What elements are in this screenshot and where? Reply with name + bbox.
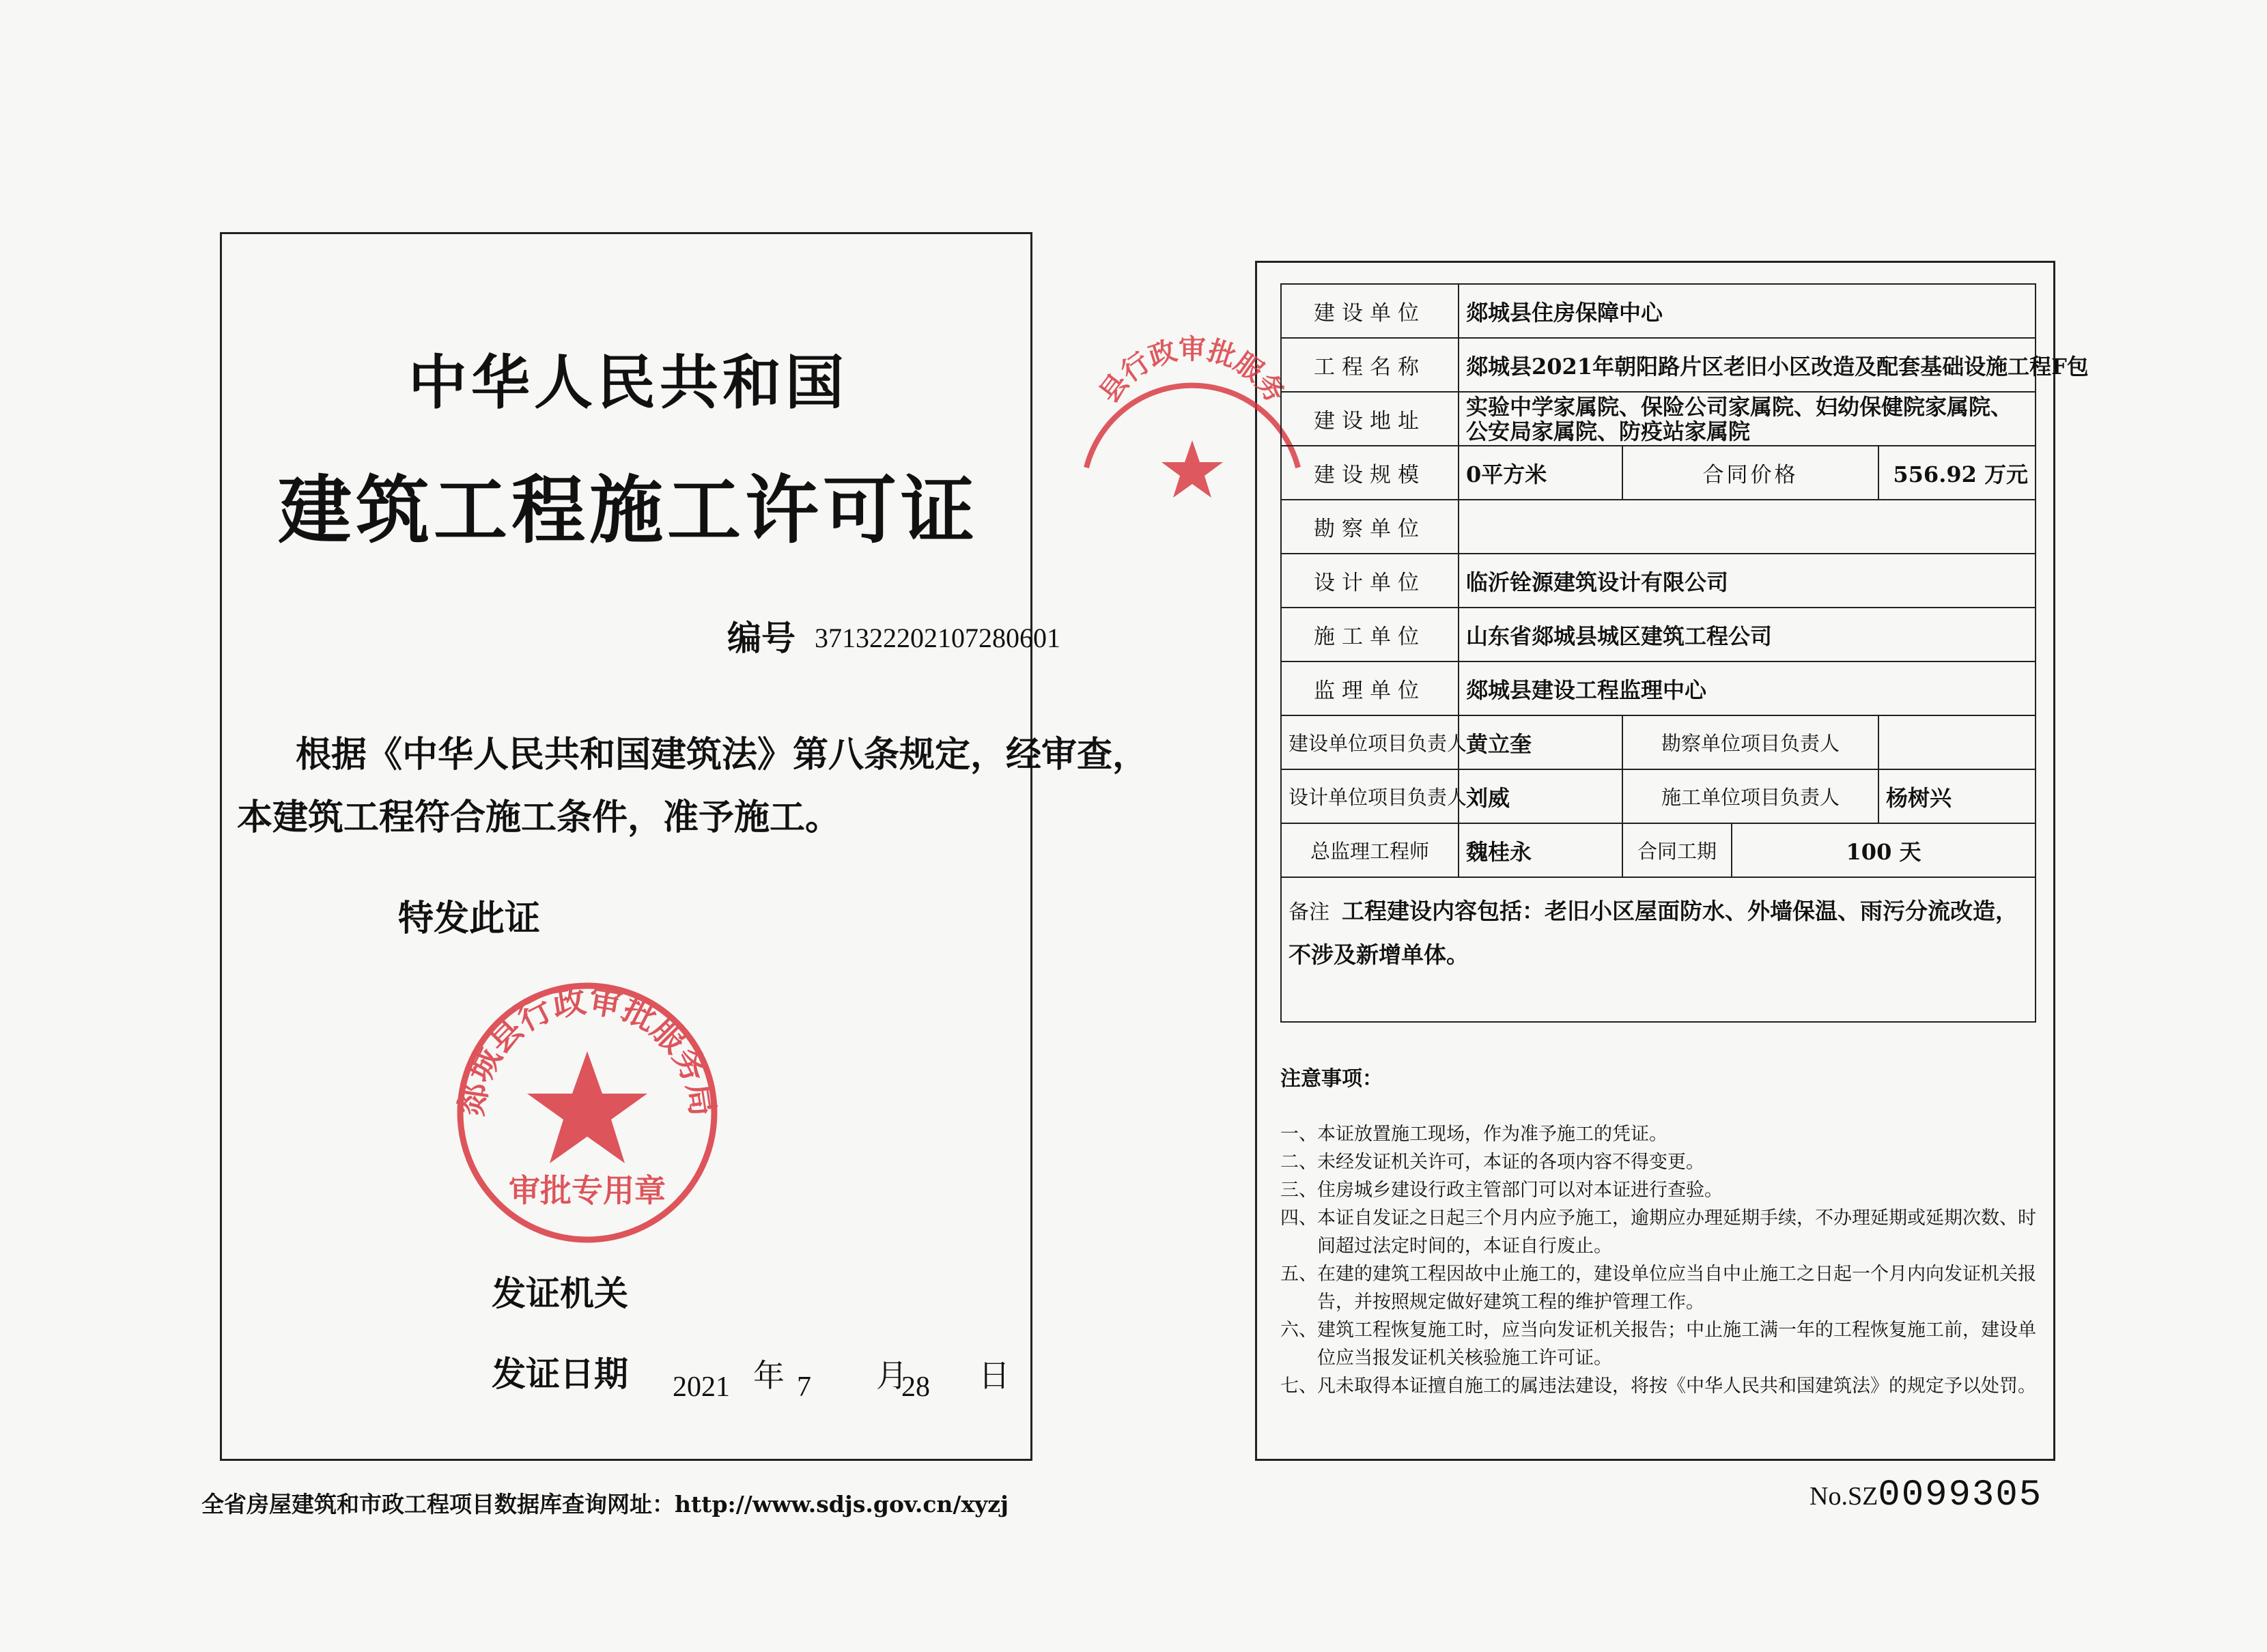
field-label: 合同价格 <box>1622 446 1878 500</box>
field-label: 工程名称 <box>1281 338 1459 392</box>
issue-month: 7 <box>797 1371 811 1403</box>
table-row <box>1281 823 2036 877</box>
list-item: 五、在建的建筑工程因故中止施工的，建设单位应当自中止施工之日起一个月内向发证机关报告，并按照规定做好建筑工程的维护管理工作。 <box>1280 1264 2036 1313</box>
table-row <box>1281 715 2036 769</box>
field-label: 建设规模 <box>1281 446 1459 500</box>
field-label: 施工单位项目负责人 <box>1622 769 1878 823</box>
design-unit-value: 临沂铨源建筑设计有限公司 <box>1459 554 2036 608</box>
field-label: 勘察单位项目负责人 <box>1622 715 1878 769</box>
notes-title: 注意事项： <box>1280 1067 1383 1091</box>
field-label: 勘察单位 <box>1281 500 1459 554</box>
table-row <box>1281 769 2036 823</box>
contract-period-value: 100 天 <box>1732 823 2036 877</box>
construction-address-value: 实验中学家属院、保险公司家属院、妇幼保健院家属院、公安局家属院、防疫站家属院 <box>1459 392 2036 446</box>
list-item: 四、本证自发证之日起三个月内应予施工，逾期应办理延期手续，不办理延期或延期次数、时间超过法定时间的，本证自行废止。 <box>1280 1208 2036 1257</box>
month-label: 月 <box>876 1357 907 1394</box>
project-info-table <box>1280 283 2089 1023</box>
field-label: 建设单位项目负责人 <box>1281 715 1459 769</box>
project-name-value: 郯城县2021年朝阳路片区老旧小区改造及配套基础设施工程F包 <box>1459 338 2036 392</box>
list-item: 六、建筑工程恢复施工时，应当向发证机关报告；中止施工满一年的工程恢复施工前，建设单位应当报发证机关核验施工许可证。 <box>1280 1320 2036 1369</box>
table-row <box>1281 608 2036 661</box>
official-seal-icon <box>444 969 731 1256</box>
survey-pm-value <box>1878 715 2036 769</box>
field-label: 设计单位 <box>1281 554 1459 608</box>
chief-supervisor-value: 魏桂永 <box>1459 823 1622 877</box>
permit-number: 371322202107280601 <box>815 623 1060 653</box>
field-label: 总监理工程师 <box>1281 823 1459 877</box>
list-item: 二、未经发证机关许可，本证的各项内容不得变更。 <box>1280 1152 1704 1173</box>
contract-price-value: 556.92 万元 <box>1878 446 2036 500</box>
field-label: 建设地址 <box>1281 392 1459 446</box>
legal-basis-line-1: 根据《中华人民共和国建筑法》第八条规定，经审查， <box>296 734 1149 775</box>
remarks-cell <box>1281 877 2036 1022</box>
issue-date-label: 发证日期 <box>492 1354 628 1394</box>
owner-pm-value: 黄立奎 <box>1459 715 1622 769</box>
query-url-footer: 全省房屋建筑和市政工程项目数据库查询网址：http://www.sdjs.gov.cn/xyzj <box>201 1491 1009 1518</box>
supervisor-unit-value: 郯城县建设工程监理中心 <box>1459 661 2036 715</box>
field-label: 施工单位 <box>1281 608 1459 661</box>
permit-cover-page <box>220 232 1149 1461</box>
builder-value: 山东省郯城县城区建筑工程公司 <box>1459 608 2036 661</box>
table-row <box>1281 338 2036 392</box>
construction-unit-value: 郯城县住房保障中心 <box>1459 284 2036 338</box>
design-pm-value: 刘威 <box>1459 769 1622 823</box>
list-item: 一、本证放置施工现场，作为准予施工的凭证。 <box>1280 1124 1667 1145</box>
svg-text:县行政审批服务 <box>1094 334 1291 409</box>
permit-title: 建筑工程施工许可证 <box>277 468 978 554</box>
year-label: 年 <box>753 1357 785 1394</box>
table-row <box>1281 661 2036 715</box>
partial-seal-icon <box>1039 304 1305 509</box>
issuer-label: 发证机关 <box>492 1273 628 1313</box>
legal-basis-line-2: 本建筑工程符合施工条件，准予施工。 <box>237 797 841 838</box>
country-title: 中华人民共和国 <box>408 348 848 417</box>
remarks-text: 工程建设内容包括：老旧小区屋面防水、外墙保温、雨污分流改造，不涉及新增单体。 <box>1289 898 2018 968</box>
serial-prefix: No.SZ <box>1810 1482 1878 1511</box>
field-label: 监理单位 <box>1281 661 1459 715</box>
serial-digits: 0099305 <box>1878 1475 2043 1516</box>
notes-section <box>1280 1062 2038 1400</box>
seal-subtext: 审批专用章 <box>509 1172 666 1209</box>
table-row <box>1281 446 2036 500</box>
issuance-statement: 特发此证 <box>398 898 541 939</box>
list-item: 七、凡未取得本证擅自施工的属违法建设，将按《中华人民共和国建筑法》的规定予以处罚。 <box>1280 1376 2036 1397</box>
survey-unit-value <box>1459 500 2036 554</box>
permit-number-label: 编号 <box>727 618 795 658</box>
issue-day: 28 <box>901 1371 930 1403</box>
permit-detail-page <box>1093 261 2089 1461</box>
field-label: 建设单位 <box>1281 284 1459 338</box>
issue-year: 2021 <box>673 1371 730 1403</box>
builder-pm-value: 杨树兴 <box>1878 769 2036 823</box>
construction-scale-value: 0平方米 <box>1459 446 1622 500</box>
table-row <box>1281 554 2036 608</box>
table-row <box>1281 877 2036 1022</box>
seal-arc-text: 郯城县行政审批服务局 <box>452 982 722 1119</box>
seal-arc-text: 县行政审批服务 <box>1093 334 1291 409</box>
field-label: 合同工期 <box>1622 823 1732 877</box>
table-row <box>1281 500 2036 554</box>
list-item: 三、住房城乡建设行政主管部门可以对本证进行查验。 <box>1280 1180 1723 1201</box>
day-label: 日 <box>978 1357 1010 1394</box>
table-row <box>1281 284 2036 338</box>
table-row <box>1281 392 2036 446</box>
remarks-label: 备注 <box>1289 900 1329 924</box>
field-label: 设计单位项目负责人 <box>1281 769 1459 823</box>
serial-number <box>1810 1475 2042 1516</box>
